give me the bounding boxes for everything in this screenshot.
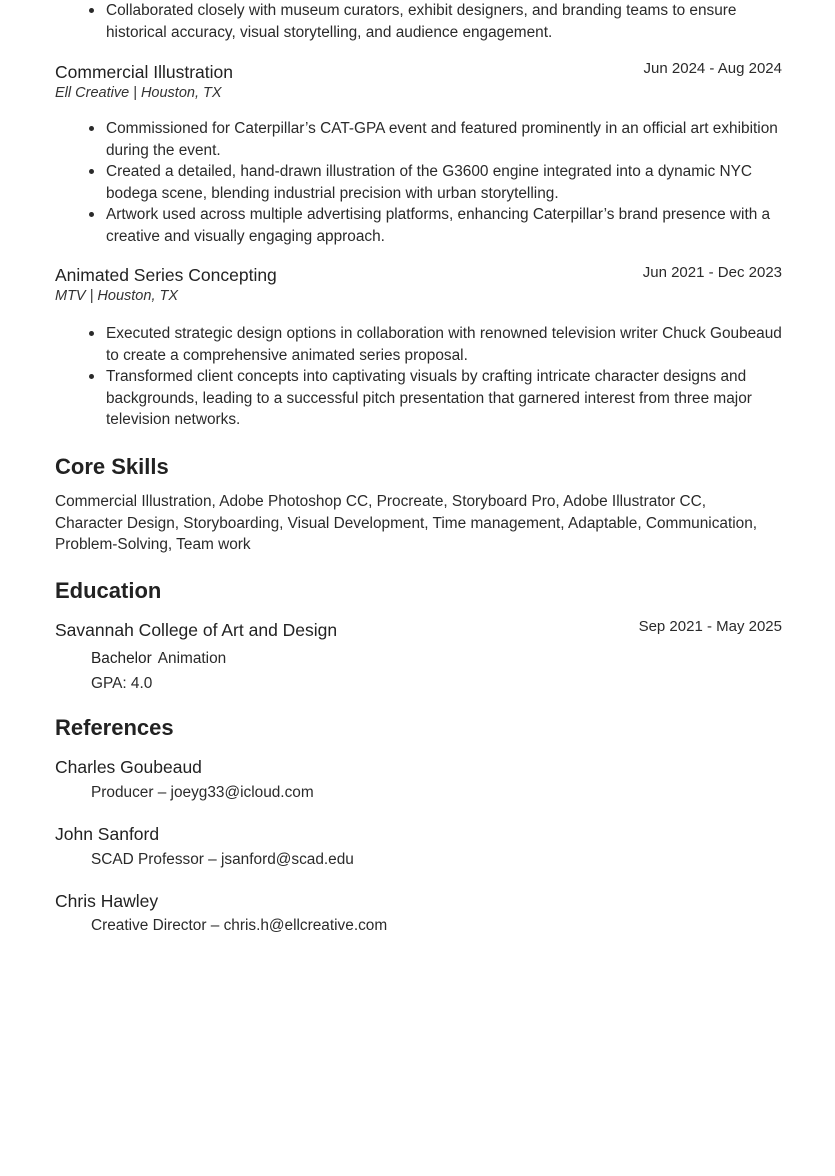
job-bullets <box>88 323 793 431</box>
job-company: Ell Creative | Houston, TX <box>55 85 222 101</box>
bullet-item: Commissioned for Caterpillar’s CAT-GPA event and featured prominently in an official art exhibition during the event. <box>88 118 793 161</box>
reference-detail: Producer – joeyg33@icloud.com <box>91 784 314 801</box>
reference-detail: SCAD Professor – jsanford@scad.edu <box>91 851 354 868</box>
job-company: MTV | Houston, TX <box>55 288 179 304</box>
job-dates: Jun 2021 - Dec 2023 <box>642 264 782 281</box>
section-heading-education: Education <box>55 578 162 603</box>
bullet-item: Created a detailed, hand-drawn illustration of the G3600 engine integrated into a dynamic NYC bodega scene, blending industrial precision with urban storytelling. <box>88 161 793 204</box>
bullet-item: Transformed client concepts into captivating visuals by crafting intricate character designs and backgrounds, leading to a successful pitch presentation that garnered interest from three major television networks. <box>88 366 793 431</box>
skills-list: Commercial Illustration, Adobe Photoshop CC, Procreate, Storyboard Pro, Adobe Illustrator CC, Character Design, Storyboarding, Visual Development, Time management, Adaptable, Communication, Problem-Solving, Team work <box>55 493 758 554</box>
section-heading-references: References <box>55 715 174 740</box>
reference-detail: Creative Director – chris.h@ellcreative.com <box>91 917 388 934</box>
prev-job-bullets <box>88 0 793 43</box>
bullet-item: Executed strategic design options in collaboration with renowned television writer Chuck Goubeaud to create a comprehensive animated series proposal. <box>88 323 793 366</box>
degree-line <box>91 650 226 668</box>
job-title: Commercial Illustration <box>55 62 233 82</box>
degree-label: Bachelor <box>91 650 152 667</box>
bullet-item: Artwork used across multiple advertising platforms, enhancing Caterpillar’s brand presence with a creative and visually engaging approach. <box>88 204 793 247</box>
bullet-item: Collaborated closely with museum curators, exhibit designers, and branding teams to ensure historical accuracy, visual storytelling, and audience engagement. <box>88 0 793 43</box>
reference-name: John Sanford <box>55 824 160 844</box>
degree-major: Animation <box>157 650 227 667</box>
gpa: GPA: 4.0 <box>91 675 153 692</box>
reference-name: Chris Hawley <box>55 891 159 911</box>
job-dates: Jun 2024 - Aug 2024 <box>643 60 782 77</box>
job-title: Animated Series Concepting <box>55 265 277 285</box>
school-name: Savannah College of Art and Design <box>55 620 338 640</box>
job-bullets <box>88 118 793 247</box>
reference-name: Charles Goubeaud <box>55 757 202 777</box>
section-heading-skills: Core Skills <box>55 454 169 479</box>
education-dates: Sep 2021 - May 2025 <box>638 618 782 635</box>
